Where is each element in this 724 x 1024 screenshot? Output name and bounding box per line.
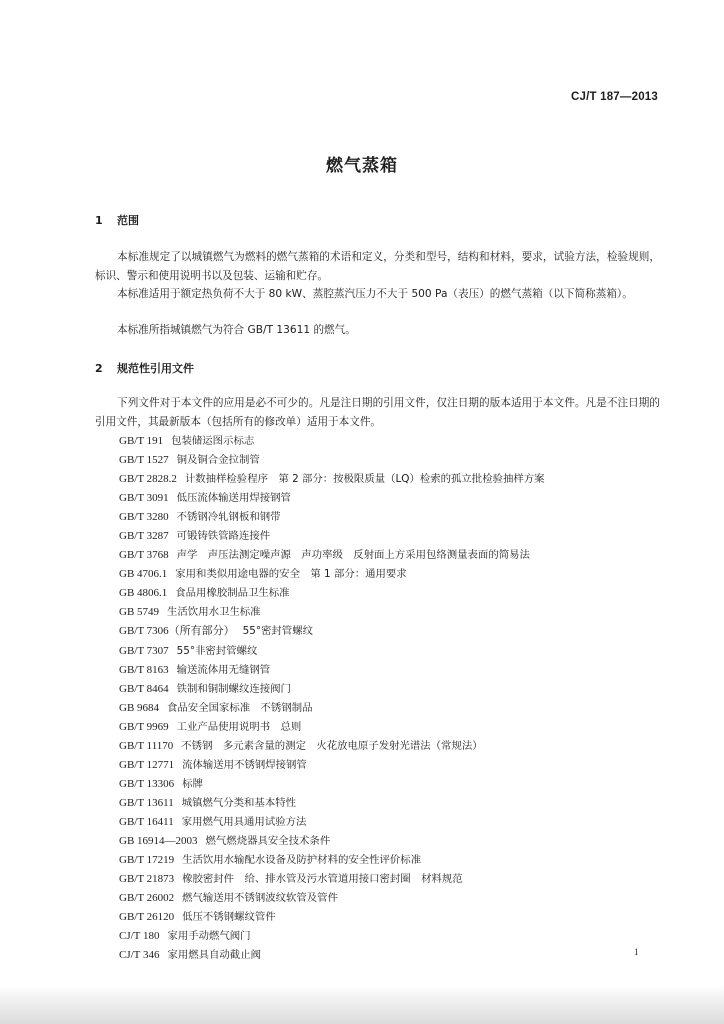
reference-item: GB/T 11170 不锈钢 多元素含量的测定 火花放电原子发射光谱法（常规法）: [119, 739, 483, 752]
section-2-heading: [95, 360, 194, 376]
reference-item: GB/T 9969 工业产品使用说明书 总则: [119, 720, 302, 733]
reference-item: GB 5749 生活饮用水卫生标准: [119, 606, 261, 619]
reference-item: GB/T 3091 低压流体输送用焊接钢管: [119, 492, 291, 505]
reference-item: GB/T 2828.2 计数抽样检验程序 第 2 部分：按极限质量（LQ）检索的孤立批检验抽样方案: [119, 473, 545, 486]
reference-item: GB/T 16411 家用燃气用具通用试验方法: [119, 815, 307, 828]
section-2-paragraph-1: 下列文件对于本文件的应用是必不可少的。凡是注日期的引用文件，仅注日期的版本适用于本文件。凡是不注日期的引用文件，其最新版本（包括所有的修改单）适用于本文件。: [95, 397, 660, 428]
section-1-heading: [95, 212, 139, 228]
reference-item: GB 9684 食品安全国家标准 不锈钢制品: [119, 701, 313, 714]
section-1-paragraph-1: 本标准规定了以城镇燃气为燃料的燃气蒸箱的术语和定义，分类和型号，结构和材料，要求，试验方法，检验规则，标识、警示和使用说明书以及包装、运输和贮存。: [95, 251, 660, 282]
reference-item: GB/T 3287 可锻铸铁管路连接件: [119, 530, 271, 543]
reference-item: GB/T 26002 燃气输送用不锈钢波纹软管及管件: [119, 892, 338, 905]
reference-item: GB 16914—2003 燃气燃烧器具安全技术条件: [119, 834, 331, 847]
section-1-paragraph-3: 本标准所指城镇燃气为符合 GB/T 13611 的燃气。: [117, 324, 356, 336]
section-1-paragraph-2: 本标准适用于额定热负荷不大于 80 kW、蒸腔蒸汽压力不大于 500 Pa（表压）的燃气蒸箱（以下简称蒸箱）。: [117, 288, 633, 300]
reference-item: GB/T 1527 铜及铜合金拉制管: [119, 454, 260, 467]
reference-item: GB/T 12771 流体输送用不锈钢焊接钢管: [119, 758, 307, 771]
normative-references-list: [119, 432, 545, 965]
section-2-title: 规范性引用文件: [117, 362, 194, 375]
section-1-number: 1: [95, 214, 103, 227]
document-title: 燃气蒸箱: [326, 156, 398, 176]
reference-item: GB 4806.1 食品用橡胶制品卫生标准: [119, 587, 290, 600]
section-2-number: 2: [95, 362, 103, 375]
reference-item: GB/T 26120 低压不锈钢螺纹管件: [119, 911, 276, 924]
reference-item: GB 4706.1 家用和类似用途电器的安全 第 1 部分：通用要求: [119, 568, 407, 581]
standard-code: CJ/T 187—2013: [571, 91, 658, 103]
reference-item: CJ/T 346 家用燃具自动截止阀: [119, 949, 261, 962]
reference-item: GB/T 7307 55°非密封管螺纹: [119, 644, 258, 657]
reference-item: GB/T 7306（所有部分） 55°密封管螺纹: [119, 625, 313, 638]
reference-item: GB/T 3768 声学 声压法测定噪声源 声功率级 反射面上方采用包络测量表面的简易法: [119, 549, 530, 562]
reference-item: GB/T 191 包装储运图示标志: [119, 435, 255, 447]
scan-edge-shadow: [0, 985, 724, 1024]
page-number: 1: [634, 947, 639, 957]
reference-item: GB/T 8163 输送流体用无缝钢管: [119, 663, 271, 676]
reference-item: GB/T 13611 城镇燃气分类和基本特性: [119, 796, 296, 809]
reference-item: CJ/T 180 家用手动燃气阀门: [119, 930, 251, 943]
reference-item: GB/T 21873 橡胶密封件 给、排水管及污水管道用接口密封圈 材料规范: [119, 873, 463, 886]
section-1-title: 范围: [117, 214, 139, 227]
reference-item: GB/T 17219 生活饮用水输配水设备及防护材料的安全性评价标准: [119, 854, 422, 867]
reference-item: GB/T 13306 标牌: [119, 777, 203, 790]
reference-item: GB/T 8464 铁制和铜制螺纹连接阀门: [119, 682, 291, 695]
reference-item: GB/T 3280 不锈钢冷轧钢板和钢带: [119, 511, 281, 524]
